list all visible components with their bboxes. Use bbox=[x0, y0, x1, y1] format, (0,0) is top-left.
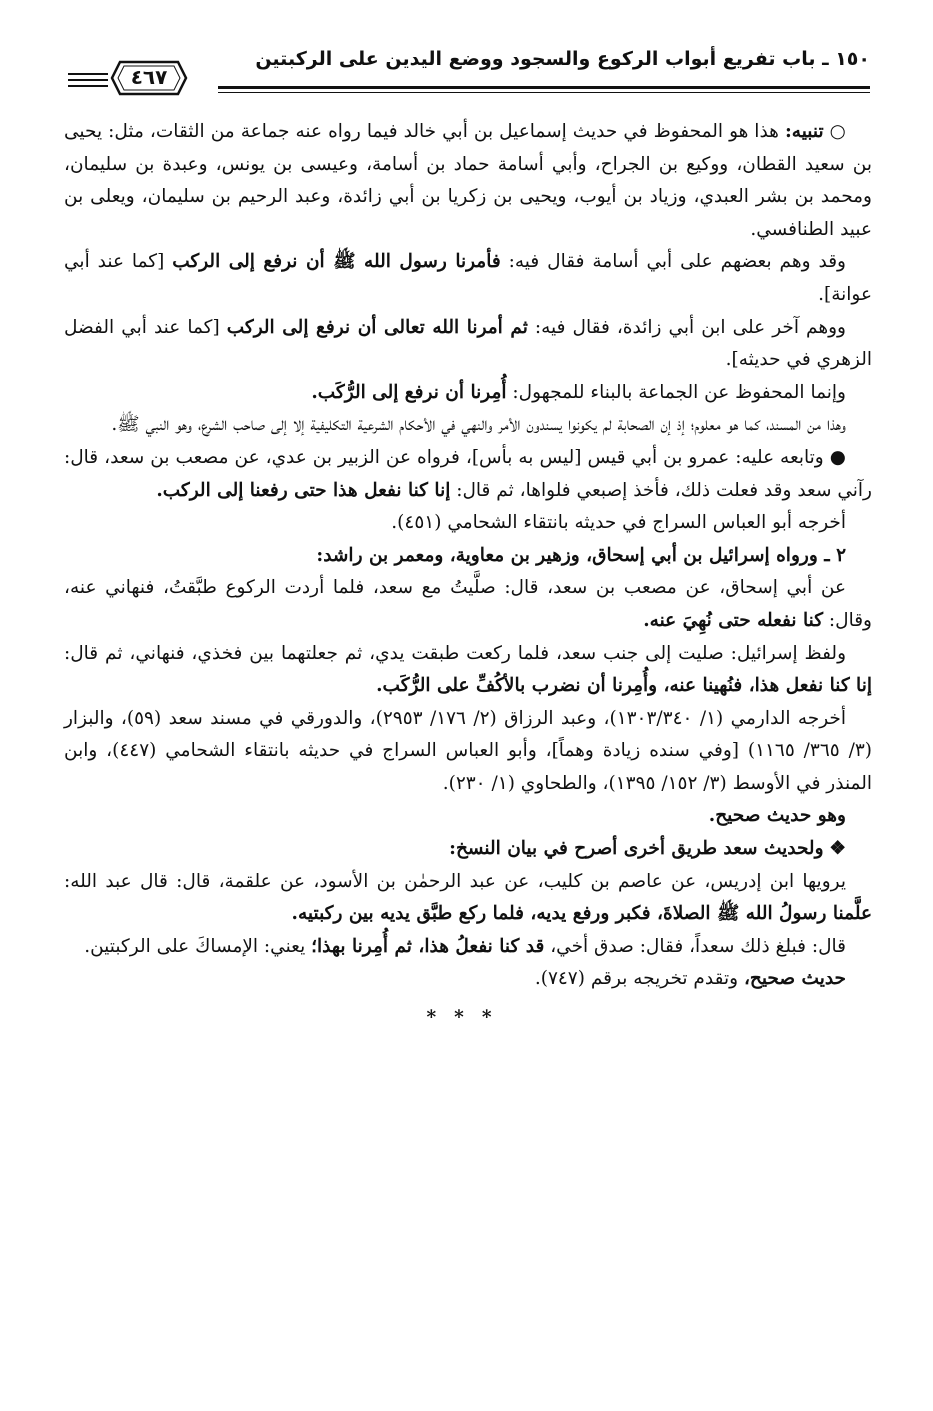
chapter-title: ١٥٠ ـ باب تفريع أبواب الركوع والسجود ووضع اليدين على الركبتين bbox=[255, 48, 870, 70]
paragraph-takhrij-1 bbox=[64, 507, 872, 540]
paragraph-text: وتابعه عليه: عمرو بن أبي قيس [ليس به بأس]، فرواه عن الزبير بن عدي، عن مصعب بن سعد، قال: رآني سعد وقد فعلت ذلك، فأخذ إصبعي فلواها، ثم قال: bbox=[64, 446, 872, 501]
paragraph-text: أخرجه الدارمي (١/ ١٣٠٣/٣٤٠)، وعبد الرزاق (٢/ ١٧٦/ ٢٩٥٣)، والدورقي في مسند سعد (٥٩)، والبزار (٣/ ٣٦٥/ ١١٦٥) [وفي سنده زيادة وهماً]، وأبو العباس السراج في حديثه بانتقاء الشحامي (٤٤٧)، وابن المنذر في الأوسط (٣/ ١٥٢/ ١٣٩٥)، والطحاوي (١/ ٢٣٠). bbox=[64, 707, 872, 794]
paragraph-text: وإنما المحفوظ عن الجماعة بالبناء للمجهول: bbox=[512, 381, 846, 403]
bullet-marker-icon: ● bbox=[829, 446, 846, 468]
note-label: تنبيه: bbox=[784, 121, 824, 142]
paragraph-final-verdict bbox=[64, 963, 872, 996]
paragraph-text: أخرجه أبو العباس السراج في حديثه بانتقاء الشحامي (٤٥١). bbox=[391, 512, 846, 534]
paragraph-text: ووهم آخر على ابن أبي زائدة، فقال فيه: bbox=[534, 316, 846, 338]
page-body bbox=[64, 116, 872, 1035]
ornament-marker-icon: ❖ bbox=[829, 838, 846, 860]
hadith-quote: كنا نفعله حتى نُهِيَ عنه. bbox=[643, 609, 824, 631]
hadith-quote: قد كنا نفعلُ هذا، ثم أُمِرنا بهذا؛ bbox=[311, 935, 545, 957]
hadith-quote: ثم أمرنا الله تعالى أن نرفع إلى الركب bbox=[226, 316, 528, 338]
paragraph-riwaya-2 bbox=[64, 540, 872, 573]
paragraph-text: وتقدم تخريجه برقم (٧٤٧). bbox=[534, 968, 739, 990]
verdict-text: حديث صحيح، bbox=[743, 968, 846, 990]
paragraph-wahm-1 bbox=[64, 246, 872, 311]
paragraph-another-route bbox=[64, 833, 872, 866]
paragraph-mutaba bbox=[64, 442, 872, 507]
paragraph-mahfuz bbox=[64, 377, 872, 410]
paragraph-text: وقد وهم بعضهم على أبي أسامة فقال فيه: bbox=[508, 251, 846, 273]
header-decoration bbox=[68, 73, 108, 91]
header-rule bbox=[218, 86, 870, 89]
paragraph-text: وهذا من المسند، كما هو معلوم؛ إذ إن الصحابة لم يكونوا يسندون الأمر والنهي في الأحكام الشرعية التكليفية إلا إلى صاحب الشرع، وهو النبي ﷺ. bbox=[111, 414, 846, 436]
hadith-quote: فأمرنا رسول الله ﷺ أن نرفع إلى الركب bbox=[172, 251, 501, 273]
page-number-frame bbox=[110, 58, 188, 98]
paragraph-text: [كما عند أبي الفضل الزهري في حديثه]. bbox=[64, 316, 872, 371]
verdict-text: وهو حديث صحيح. bbox=[708, 805, 846, 827]
paragraph-text: يعني: الإمساكَ على الركبتين. bbox=[84, 935, 306, 957]
paragraph-saad bbox=[64, 931, 872, 964]
paragraph-abi-ishaq bbox=[64, 572, 872, 637]
paragraph-israil bbox=[64, 638, 872, 703]
paragraph-text: [كما عند أبي عوانة]. bbox=[64, 251, 872, 305]
circle-marker-icon: ○ bbox=[829, 121, 846, 142]
section-end-stars: *** bbox=[426, 1007, 510, 1029]
paragraph-text: قال: فبلغ ذلك سعداً، فقال: صدق أخي، bbox=[550, 935, 846, 957]
hadith-quote: أُمِرنا أن نرفع إلى الرُّكَب. bbox=[311, 381, 507, 403]
page-number: ٤٦٧ bbox=[130, 65, 168, 89]
section-heading: ٢ ـ ورواه إسرائيل بن أبي إسحاق، وزهير بن معاوية، ومعمر بن راشد: bbox=[316, 544, 846, 566]
hadith-quote: إنا كنا نفعل هذا حتى رفعنا إلى الركب. bbox=[156, 479, 451, 501]
paragraph-ibn-idris bbox=[64, 866, 872, 931]
paragraph-text: عن أبي إسحاق، عن مصعب بن سعد، قال: صلَّيتُ مع سعد، فلما أردت الركوع طبَّقتُ، فنهاني عنه، وقال: bbox=[64, 577, 872, 631]
paragraph-text: يرويها ابن إدريس، عن عاصم بن كليب، عن عبد الرحمٰن بن الأسود، عن علقمة، قال: قال عبد الله: bbox=[64, 870, 846, 892]
paragraph-verdict bbox=[64, 800, 872, 833]
paragraph-wahm-2 bbox=[64, 312, 872, 377]
hadith-quote: علَّمنا رسولُ الله ﷺ الصلاةَ، فكبر ورفع يديه، فلما ركع طبَّق يديه بين ركبتيه. bbox=[291, 903, 872, 925]
hadith-quote: إنا كنا نفعل هذا، فنُهينا عنه، وأُمِرنا أن نضرب بالأكُفِّ على الرُّكَب. bbox=[376, 675, 872, 697]
paragraph-musnad bbox=[64, 409, 872, 442]
paragraph-note bbox=[64, 116, 872, 246]
header-rule-thin bbox=[218, 92, 870, 93]
section-heading: ولحديث سعد طريق أخرى أصرح في بيان النسخ: bbox=[449, 838, 824, 860]
paragraph-takhrij-2 bbox=[64, 703, 872, 801]
paragraph-text: ولفظ إسرائيل: صليت إلى جنب سعد، فلما ركعت طبقت يدي، ثم جعلتهما بين فخذي، فنهاني، ثم قال: bbox=[64, 642, 846, 664]
page-header bbox=[68, 38, 870, 104]
note-text: هذا هو المحفوظ في حديث إسماعيل بن أبي خالد فيما رواه عنه جماعة من الثقات، مثل: يحيى بن سعيد القطان، ووكيع بن الجراح، وأبي أسامة حماد بن أسامة، وعيسى بن يونس، وعبدة بن سليمان، ومحمد بن بشر العبدي، وزياد بن أيوب، ويحيى بن زكريا بن أبي زائدة، وعبد الرحيم بن سليمان، ويعلى بن عبيد الطنافسي. bbox=[64, 121, 872, 240]
